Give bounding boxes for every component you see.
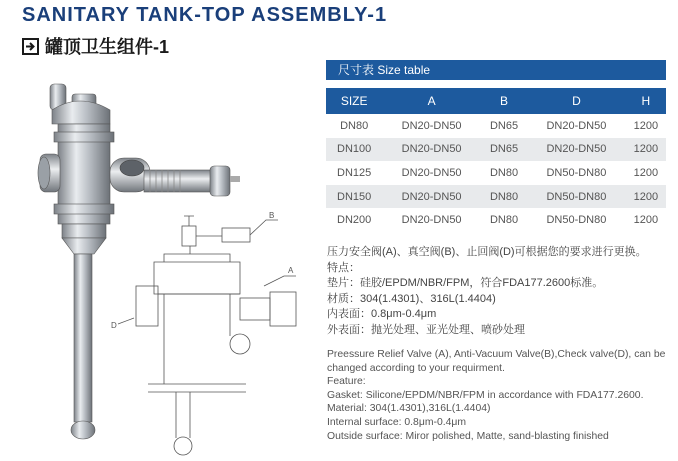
table-cell: DN100 [326,138,382,162]
table-cell: 1200 [633,119,659,132]
table-cell: DN65 [489,119,519,132]
table-cell: DN80 [481,185,527,209]
column-header: SIZE [326,88,382,114]
note-line: 材质：304(1.4301)、316L(1.4404) [327,292,496,305]
page-title: SANITARY TANK-TOP ASSEMBLY-1 [22,4,388,26]
note-line: Preessure Relief Valve (A), Anti-Vacuum Valve(B),Check valve(D), can be changed according to your requirment. [327,349,666,374]
table-cell: DN20-DN50 [527,138,626,162]
note-line: Internal surface: 0.8μm-0.4μm [327,416,467,428]
table-row [326,185,666,209]
note-line: Feature: [327,376,366,388]
size-table [326,88,666,232]
note-line: Gasket: Silicone/EPDM/NBR/FPM in accordance with FDA177.2600. [327,389,644,401]
table-row [326,161,666,185]
product-photo [38,84,240,439]
table-cell: 1200 [626,138,666,162]
table-cell: DN20-DN50 [382,138,481,162]
note-line: 垫片：硅胶/EPDM/NBR/FPM，符合FDA177.2600标准。 [327,277,604,289]
product-illustration [14,66,324,458]
table-cell: DN20-DN50 [401,119,462,132]
table-row [326,208,666,232]
table-cell: DN150 [326,185,382,209]
drawing-label-a: A [288,266,294,275]
table-cell: DN200 [337,214,372,227]
table-cell: 1200 [626,185,666,209]
note-line: 外表面：抛光处理、亚光处理、喷砂处理 [327,323,525,336]
note-line: 压力安全阀(A)、真空阀(B)、止回阀(D)可根据您的要求进行更换。 [327,246,647,258]
note-line: 特点： [327,261,360,274]
drawing-label-b: B [269,211,275,220]
page-subtitle: 罐顶卫生组件-1 [45,37,170,57]
table-cell: DN20-DN50 [401,214,462,227]
table-row [326,114,666,138]
size-table-heading: 尺寸表 Size table [326,60,666,80]
subtitle-row [22,34,169,58]
column-header: H [626,88,666,114]
table-cell: DN20-DN50 [401,166,462,179]
table-cell: 1200 [633,166,659,179]
arrow-right-icon [22,38,39,55]
notes-chinese [327,245,672,338]
table-cell: DN65 [481,138,527,162]
note-line: Material: 304(1.4301),316L(1.4404) [327,403,491,415]
table-cell: DN20-DN50 [546,119,607,132]
table-cell: DN80 [340,119,369,132]
drawing-label-d: D [111,321,117,330]
table-cell: DN80 [489,214,519,227]
note-line: Outside surface: Miror polished, Matte, sand-blasting finished [327,430,609,442]
table-cell: 1200 [633,214,659,227]
table-cell: DN125 [337,166,372,179]
table-cell: DN50-DN80 [546,214,607,227]
notes-english [327,348,672,443]
column-header: A [382,88,481,114]
table-cell: DN80 [489,166,519,179]
size-table-header-row [326,88,666,114]
column-header: B [481,88,527,114]
table-cell: DN50-DN80 [546,166,607,179]
note-line: 内表面：0.8μm-0.4μm [327,308,437,320]
table-row [326,138,666,162]
table-cell: DN50-DN80 [527,185,626,209]
table-cell: DN20-DN50 [382,185,481,209]
column-header: D [527,88,626,114]
technical-drawing [118,216,296,455]
